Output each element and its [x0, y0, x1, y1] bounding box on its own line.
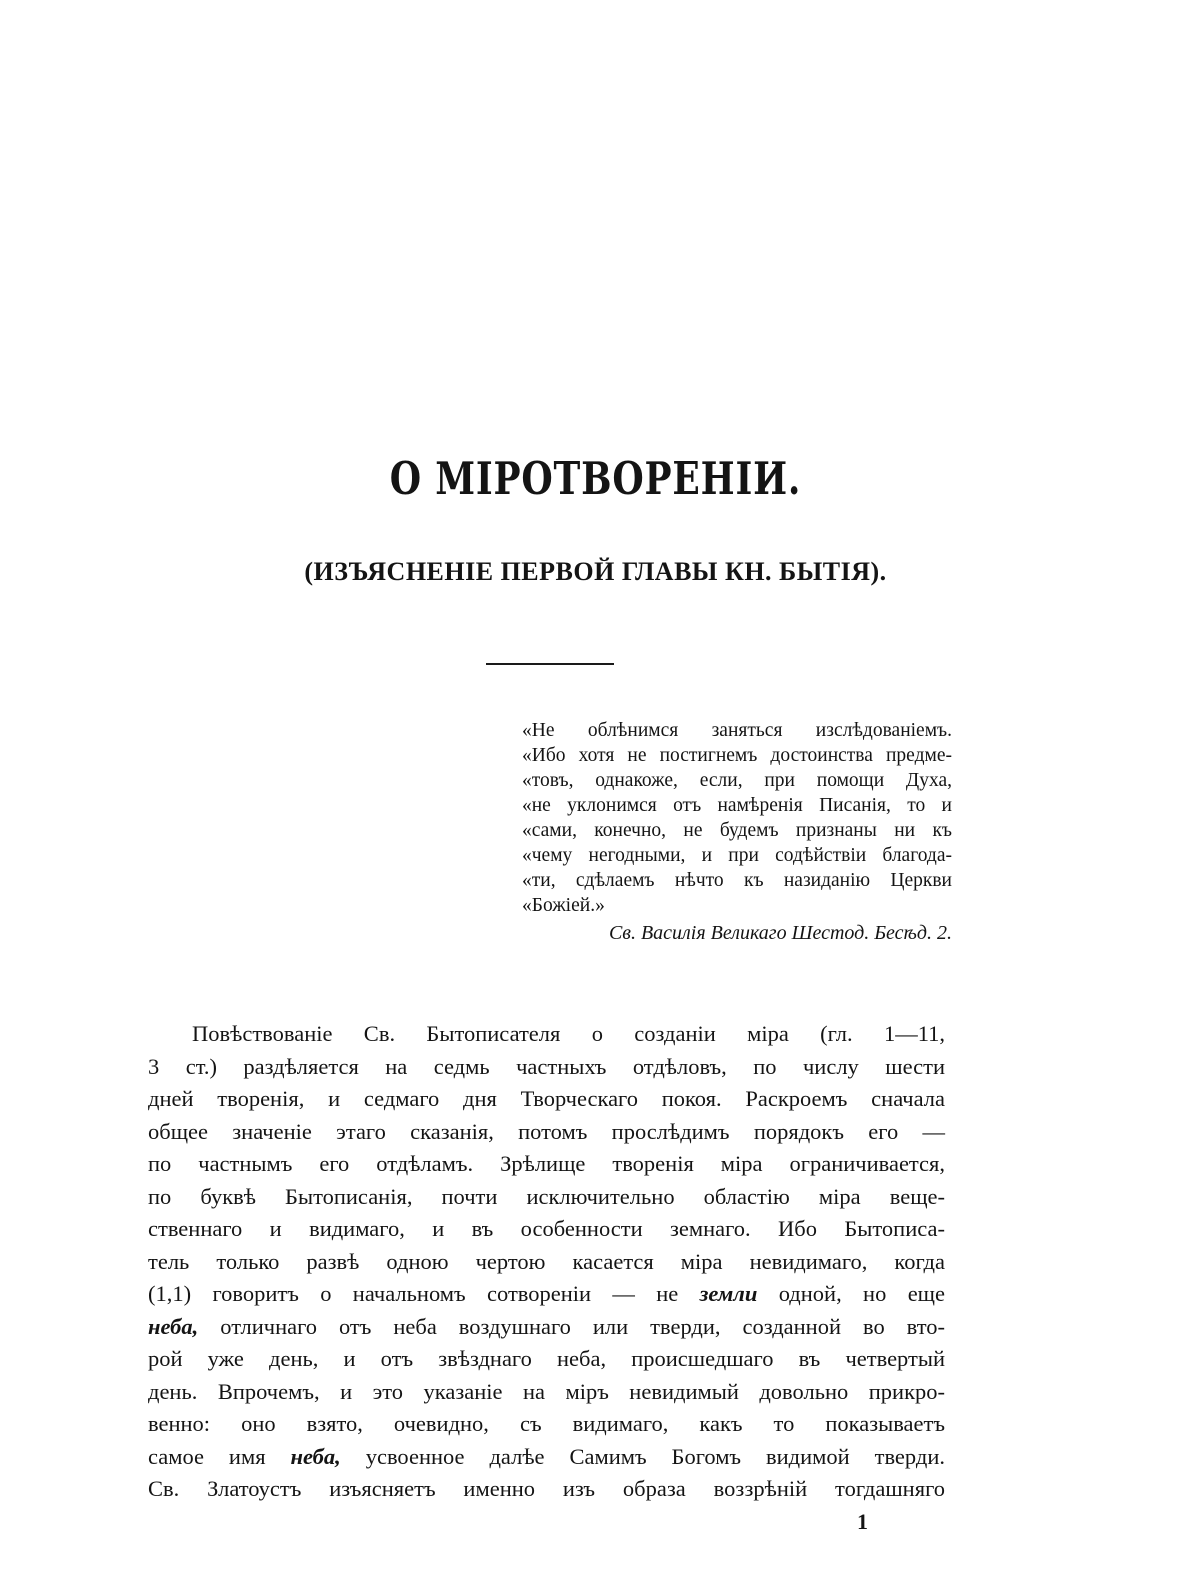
text-line: 3 ст.) раздѣляется на седмь частныхъ отдѣловъ, по числу шести: [148, 1053, 945, 1079]
text-line: (1,1) говоритъ о начальномъ сотвореніи — не земли одной, но еще: [148, 1281, 945, 1306]
text-line: общее значеніе этаго сказанія, потомъ прослѣдимъ порядокъ его —: [148, 1118, 945, 1144]
chapter-title: О МІРОТВОРЕНІИ.: [389, 452, 802, 505]
emphasis-word: неба,: [290, 1443, 341, 1469]
text-line: Повѣствованіе Св. Бытописателя о созданіи міра (гл. 1—11,: [192, 1021, 945, 1046]
title-divider: [486, 663, 614, 665]
epigraph-line: «Ибо хотя не постигнемъ достоинства предме-: [522, 745, 952, 766]
text-line: тель только развѣ одною чертою касается міра невидимаго, когда: [148, 1248, 945, 1274]
epigraph-line: «чему негодными, и при содѣйствіи благода-: [522, 845, 952, 866]
text-line: неба, отличнаго отъ неба воздушнаго или тверди, созданной во вто-: [148, 1313, 945, 1339]
epigraph-line: «сами, конечно, не будемъ признаны ни къ: [522, 820, 952, 841]
body-paragraph: [148, 1018, 945, 1506]
text-line: рой уже день, и отъ звѣзднаго неба, происшедшаго въ четвертый: [148, 1346, 945, 1371]
epigraph: [522, 718, 952, 946]
text-line: ственнаго и видимаго, и въ особенности земнаго. Ибо Бытописа-: [148, 1216, 945, 1241]
epigraph-line: «товъ, однакоже, если, при помощи Духа,: [522, 770, 952, 791]
text-line: по буквѣ Бытописанія, почти исключительно областію міра веще-: [148, 1183, 945, 1209]
text-line: самое имя неба, усвоенное далѣе Самимъ Богомъ видимой тверди.: [148, 1443, 945, 1469]
page-number: 1: [857, 1509, 868, 1534]
epigraph-line: «Не облѣнимся заняться изслѣдованіемъ.: [522, 720, 952, 741]
text-line: день. Впрочемъ, и это указаніе на міръ невидимый довольно прикро-: [148, 1378, 945, 1404]
text-line: по частнымъ его отдѣламъ. Зрѣлище творенія міра ограничивается,: [148, 1151, 945, 1176]
chapter-subtitle: (ИЗЪЯСНЕНІЕ ПЕРВОЙ ГЛАВЫ КН. БЫТІЯ).: [304, 557, 887, 586]
emphasis-word: земли: [699, 1281, 758, 1306]
text-line: венно: оно взято, очевидно, съ видимаго, какъ то показываетъ: [148, 1411, 945, 1436]
epigraph-line: «Божіей.»: [522, 895, 605, 916]
epigraph-source: Св. Василія Великаго Шестод. Бесѣд. 2.: [608, 922, 952, 944]
epigraph-line: «не уклонимся отъ намѣренія Писанія, то и: [522, 795, 952, 816]
text-line: Св. Златоустъ изъясняетъ именно изъ образа воззрѣній тогдашняго: [148, 1476, 945, 1501]
text-line: дней творенія, и седмаго дня Творческаго покоя. Раскроемъ сначала: [148, 1086, 945, 1111]
epigraph-line: «ти, сдѣлаемъ нѣчто къ назиданію Церкви: [522, 870, 952, 891]
emphasis-word: неба,: [148, 1313, 199, 1339]
